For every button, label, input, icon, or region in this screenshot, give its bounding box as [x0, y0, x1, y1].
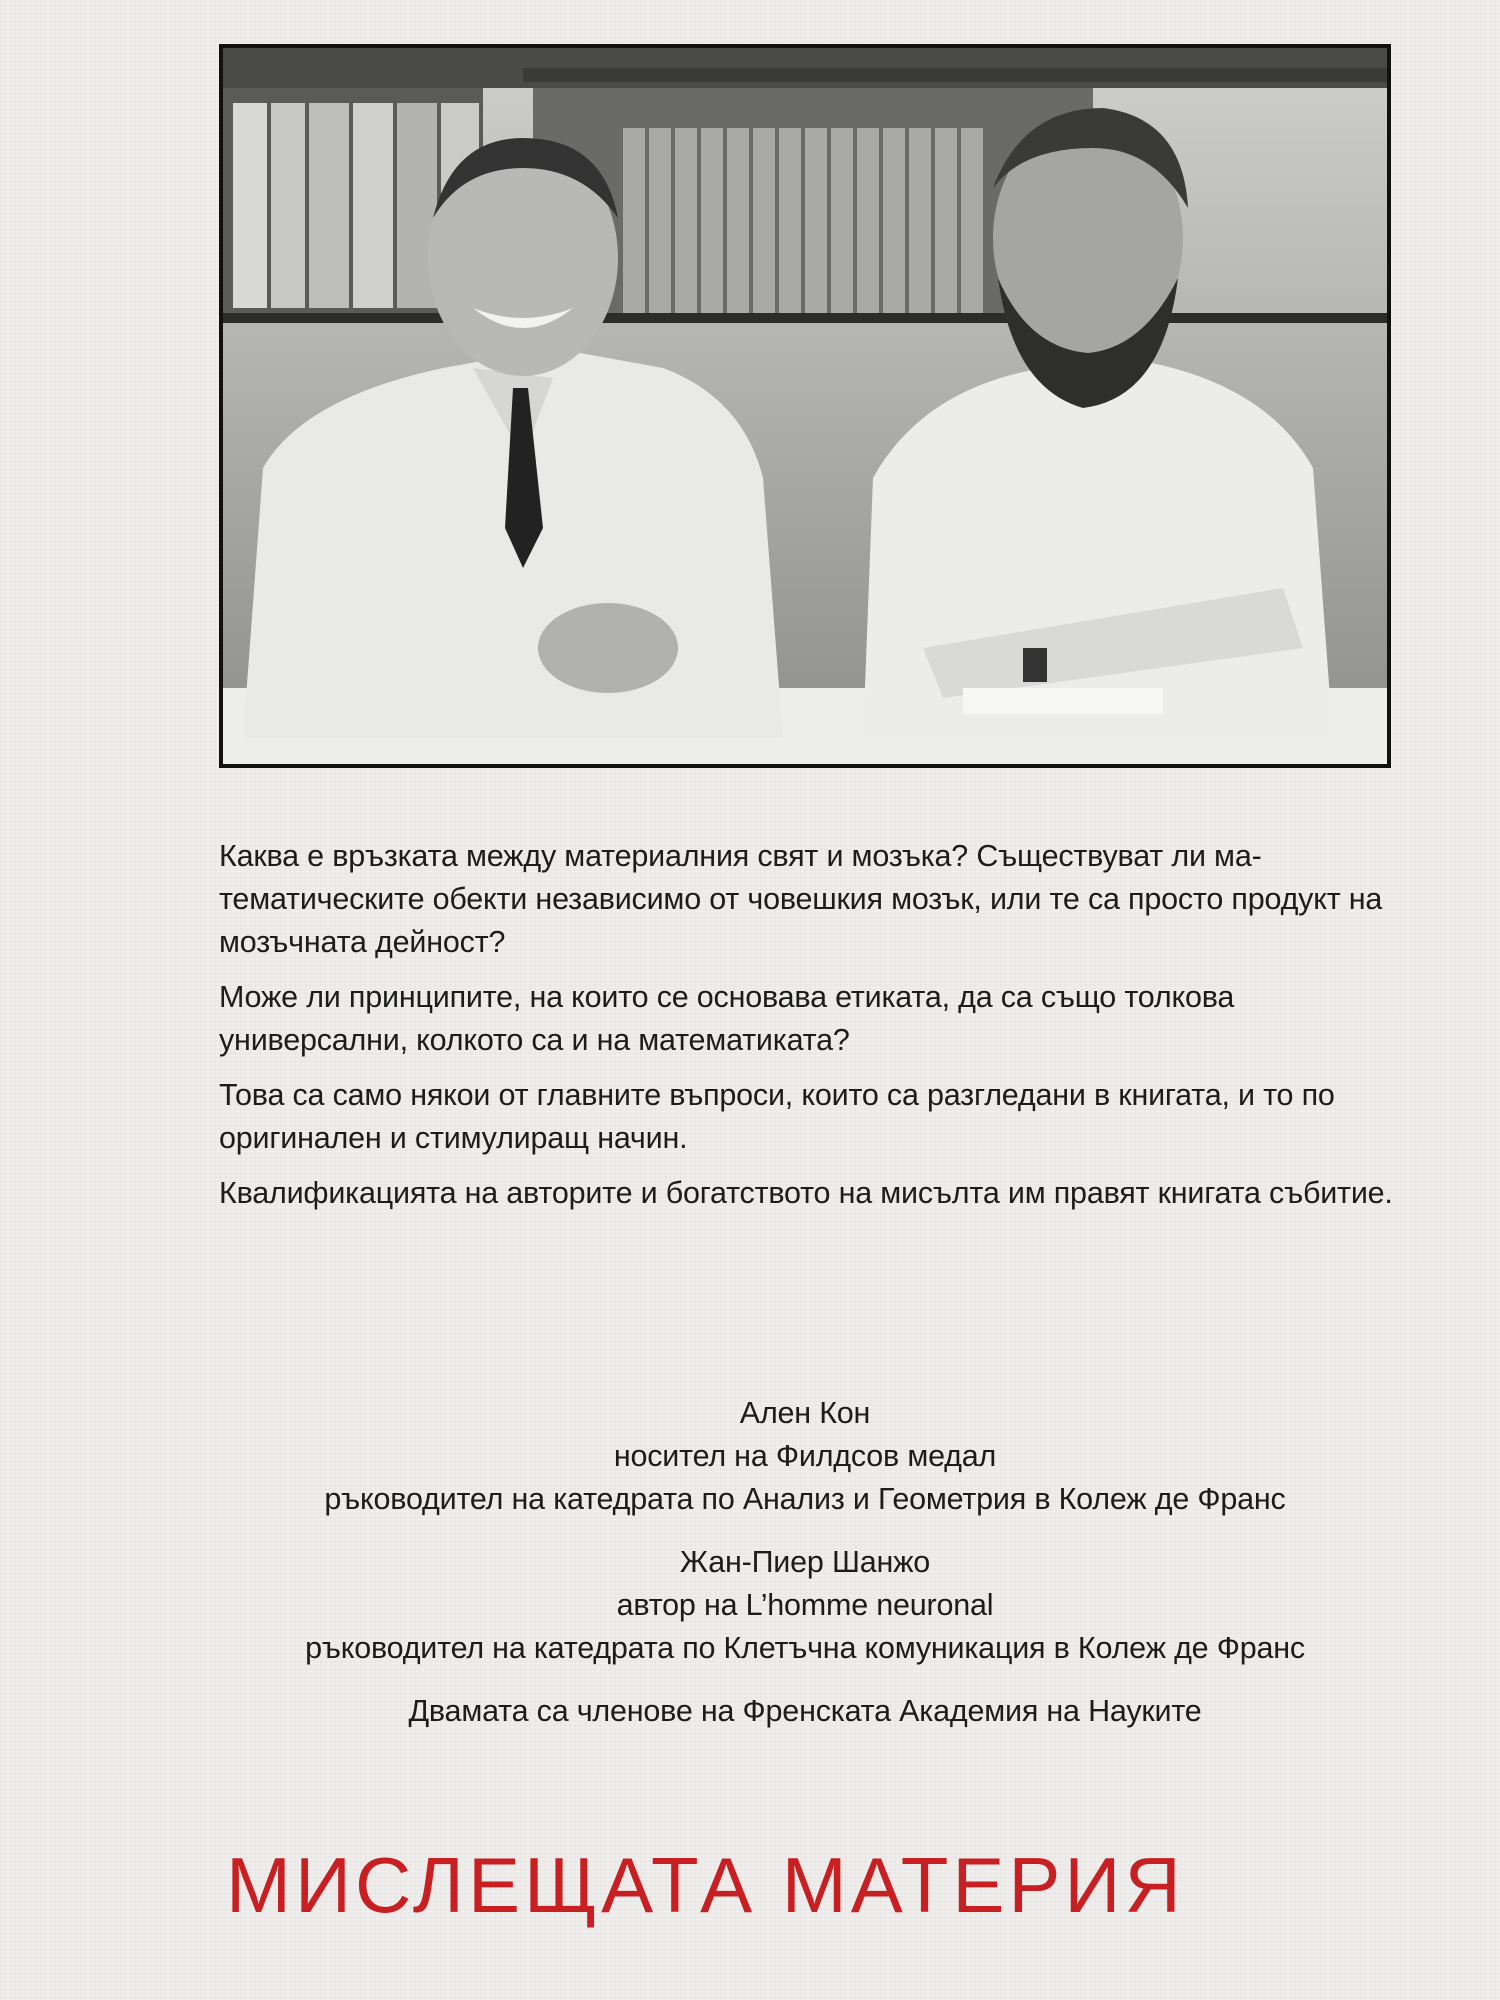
academy-note: Двамата са членове на Френската Академия на Науките	[408, 1694, 1202, 1728]
intro-paragraph-3: Това са само някои от главните въпроси, които са разгледани в книгата, и то по оригинален и стимулиращ начин.	[219, 1078, 1335, 1155]
author-name: Жан-Пиер Шанжо	[679, 1545, 931, 1579]
author-position: ръководител на катедрата по Анализ и Геометрия в Колеж де Франс	[324, 1482, 1286, 1516]
author-name: Ален Кон	[739, 1396, 871, 1430]
photo-illustration	[223, 48, 1387, 764]
intro-paragraph-1: Каква е връзката между материалния свят и мозъка? Съществуват ли ма-тематическите обекти независимо от човешкия мозък, или те са просто продукт на мозъчната дейност?	[219, 839, 1383, 959]
author-distinction: автор на L’homme neuronal	[616, 1588, 994, 1622]
author-position: ръководител на катедрата по Клетъчна комуникация в Колеж де Франс	[305, 1631, 1305, 1665]
book-title: МИСЛЕЩАТА МАТЕРИЯ	[226, 1841, 1185, 1929]
author-block	[150, 1392, 1460, 1521]
author-photo	[219, 44, 1391, 768]
intro-paragraph-2: Може ли принципите, на които се основава етиката, да са също толкова универсални, колкото са и на математиката?	[219, 980, 1235, 1057]
intro-paragraph-4: Квалификацията на авторите и богатството на мисълта им правят книгата събитие.	[219, 1176, 1393, 1210]
author-block	[150, 1541, 1460, 1670]
author-credits	[150, 1392, 1460, 1733]
intro-text	[219, 835, 1404, 1227]
author-distinction: носител на Филдсов медал	[613, 1439, 997, 1473]
